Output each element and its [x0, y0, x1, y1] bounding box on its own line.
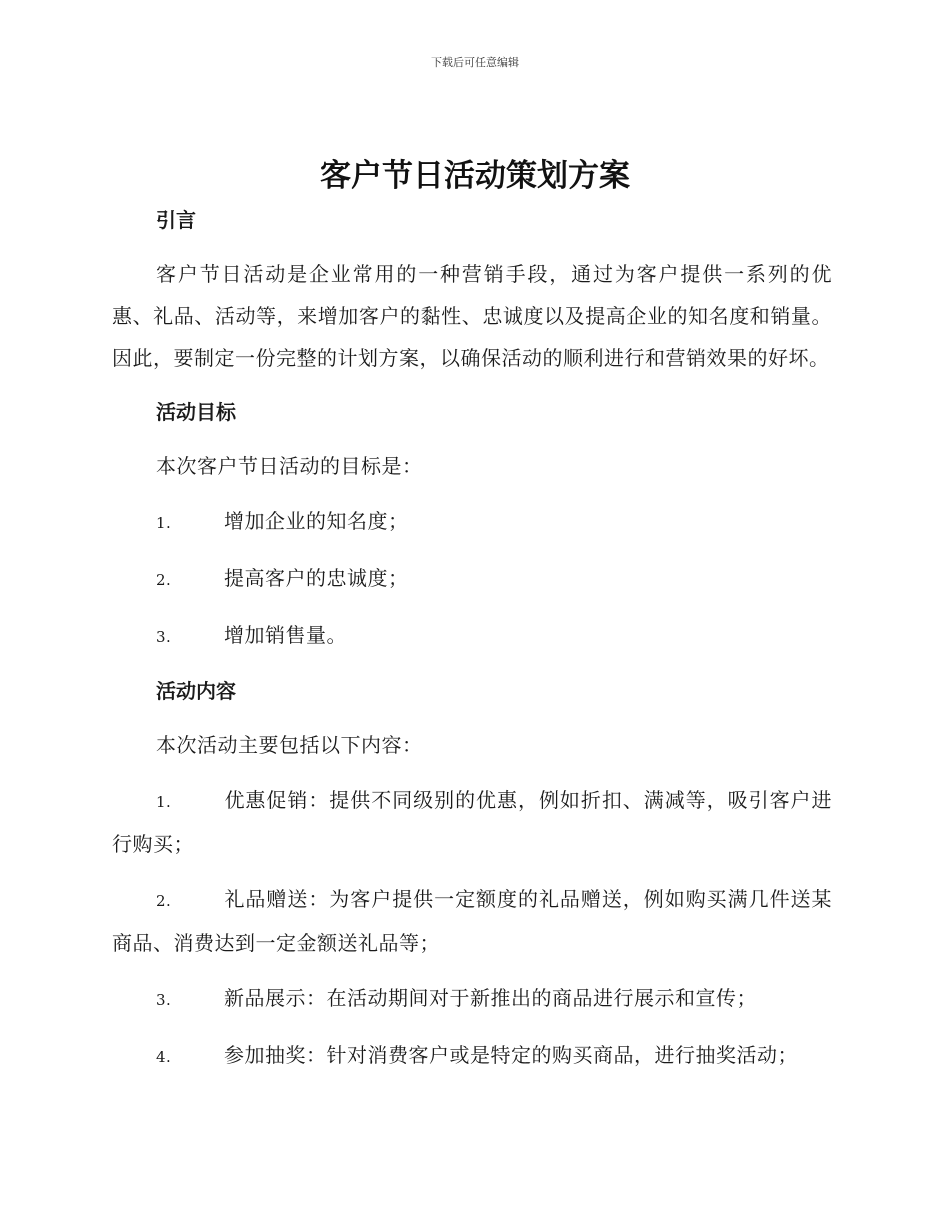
document-body [112, 200, 832, 1078]
list-text: 参加抽奖：针对消费客户或是特定的购买商品，进行抽奖活动； [224, 1043, 798, 1067]
goal-item [112, 500, 832, 544]
intro-paragraph: 客户节日活动是企业常用的一种营销手段，通过为客户提供一系列的优惠、礼品、活动等，来增加客户的黏性、忠诚度以及提高企业的知名度和销量。因此，要制定一份完整的计划方案，以确保活动的顺利进行和营销效果的好坏。 [112, 262, 832, 370]
list-text: 提高客户的忠诚度； [224, 566, 409, 590]
goal-item [112, 614, 832, 658]
list-text: 增加企业的知名度； [224, 509, 409, 533]
list-text: 礼品赠送：为客户提供一定额度的礼品赠送，例如购买满几件送某商品、消费达到一定金额送礼品等； [112, 887, 832, 955]
header-note: 下载后可任意编辑 [431, 56, 519, 69]
goals-intro: 本次客户节日活动的目标是： [156, 454, 423, 478]
content-item [112, 977, 832, 1021]
section-heading-content: 活动内容 [156, 679, 236, 703]
content-item [112, 779, 832, 865]
section-heading-goals: 活动目标 [156, 400, 236, 424]
list-number: 1. [156, 514, 172, 532]
content-item [112, 878, 832, 964]
list-text: 新品展示：在活动期间对于新推出的商品进行展示和宣传； [224, 986, 757, 1010]
list-number: 3. [156, 991, 172, 1009]
list-text: 增加销售量。 [224, 623, 347, 647]
goal-item [112, 557, 832, 601]
content-item [112, 1034, 832, 1078]
content-intro: 本次活动主要包括以下内容： [156, 733, 423, 757]
list-text: 优惠促销：提供不同级别的优惠，例如折扣、满减等，吸引客户进行购买； [112, 788, 832, 856]
list-number: 3. [156, 628, 172, 646]
list-number: 2. [156, 571, 172, 589]
section-heading-intro: 引言 [156, 208, 196, 232]
list-number: 1. [156, 793, 172, 811]
list-number: 2. [156, 892, 172, 910]
document-title: 客户节日活动策划方案 [320, 158, 630, 194]
list-number: 4. [156, 1048, 172, 1066]
